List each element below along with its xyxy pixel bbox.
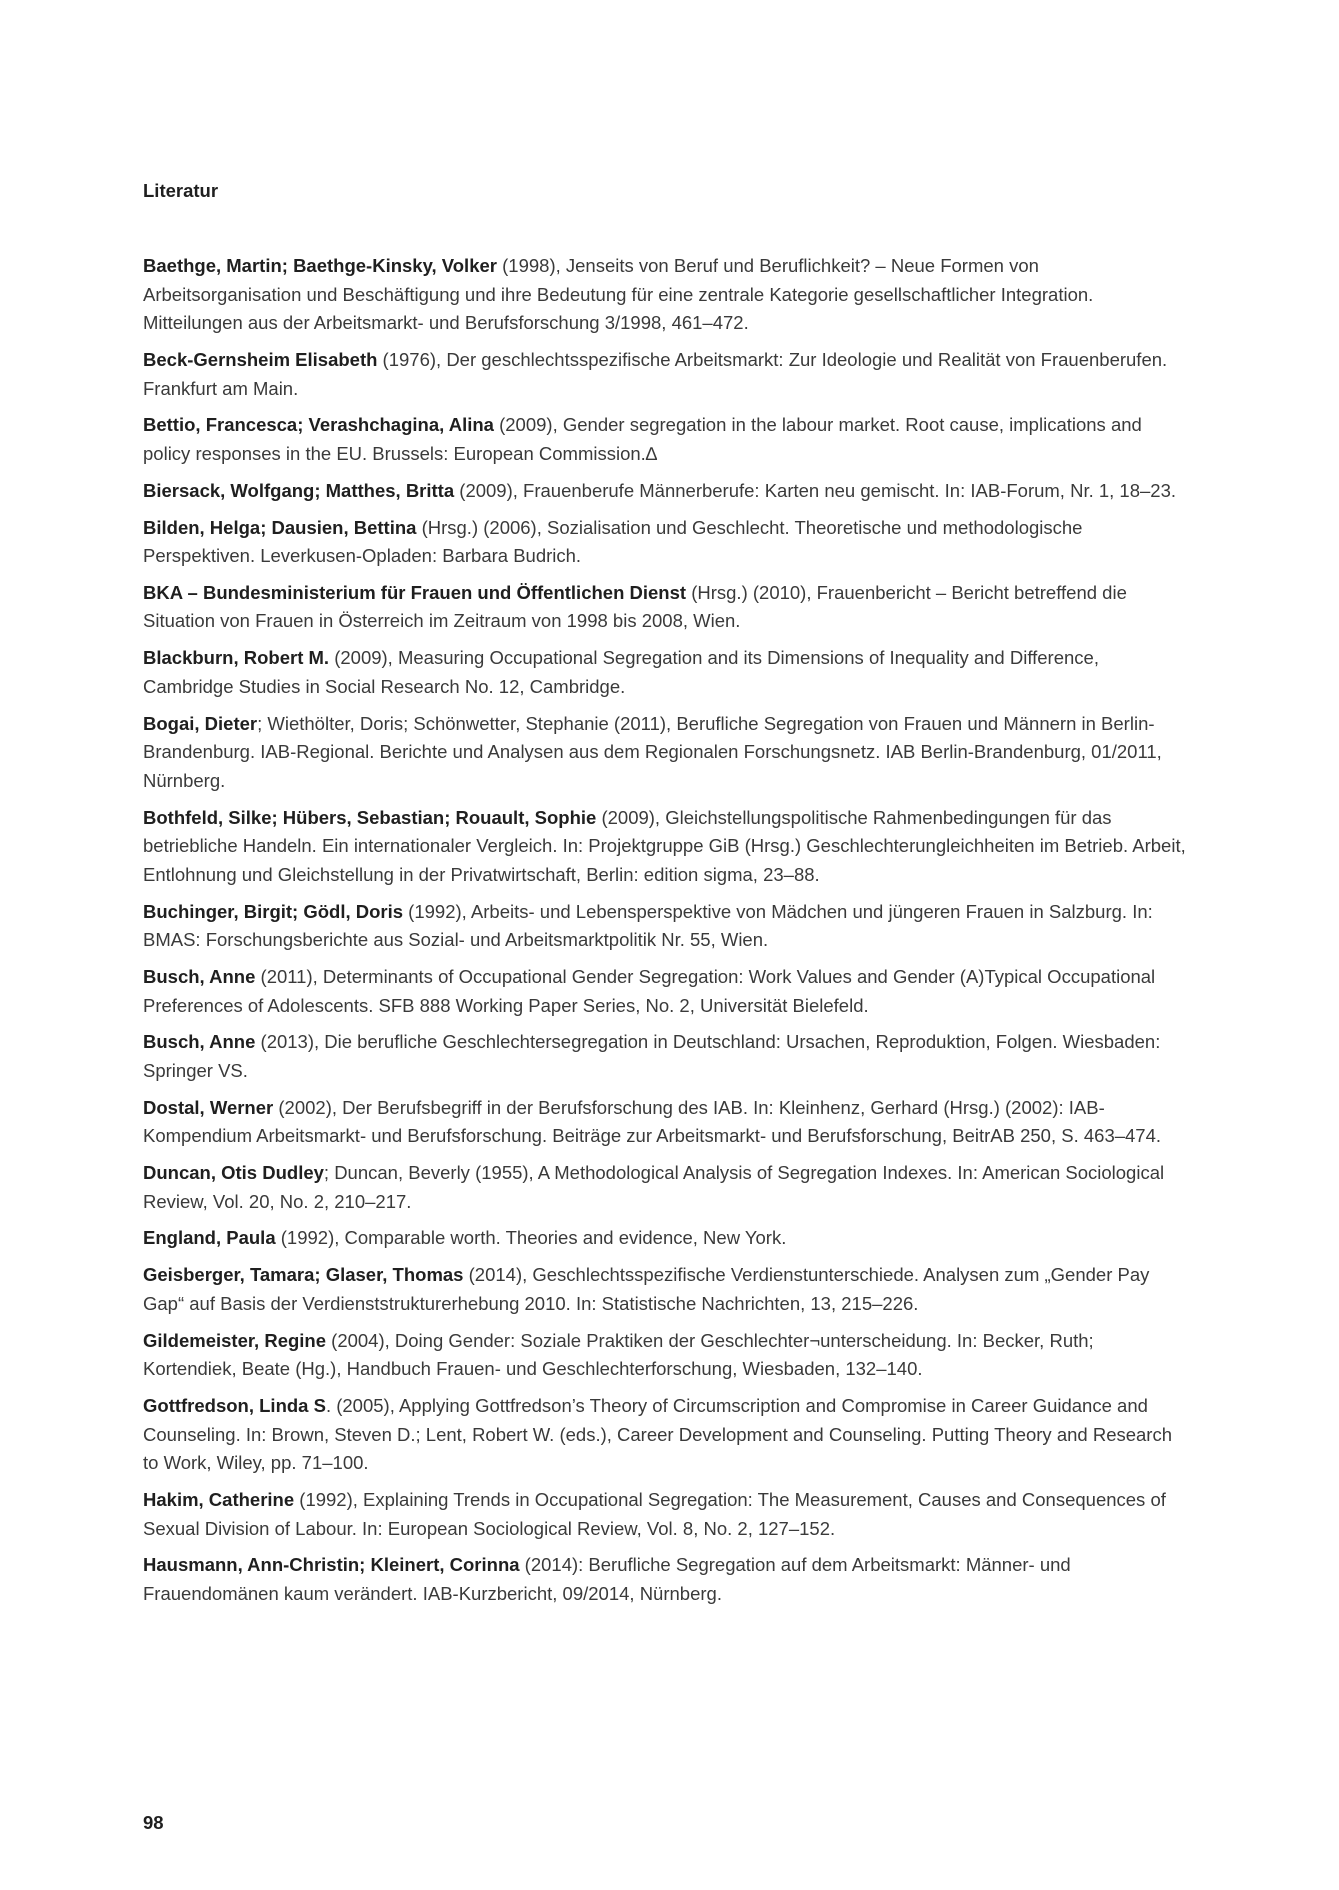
reference-author: Dostal, Werner bbox=[143, 1096, 274, 1118]
reference-entry bbox=[143, 1224, 1191, 1253]
reference-entry bbox=[143, 898, 1191, 955]
reference-author: Hausmann, Ann-Christin; Kleinert, Corinna bbox=[143, 1554, 520, 1576]
reference-author: Bogai, Dieter bbox=[143, 712, 258, 734]
reference-entry bbox=[143, 1159, 1191, 1216]
reference-details: ; Wiethölter, Doris; Schönwetter, Stephanie (2011), Berufliche Segregation von Frauen und Männern in Berlin-Brandenburg. IAB-Regional. Berichte und Analysen aus dem Regionalen Forschungsnetz. IAB Berlin-Brandenburg, 01/2011, Nürnberg. bbox=[143, 712, 1162, 791]
reference-entry bbox=[143, 1028, 1191, 1085]
reference-details: (2004), Doing Gender: Soziale Praktiken der Geschlechter¬unterscheidung. In: Becker, Ruth; Kortendiek, Beate (Hg.), Handbuch Frauen- und Geschlechterforschung, Wiesbaden, 132–140. bbox=[143, 1329, 1094, 1380]
reference-details: (2009), Gleichstellungspolitische Rahmenbedingungen für das betriebliche Handeln. Ein internationaler Vergleich. In: Projektgruppe GiB (Hrsg.) Geschlechterungleichheiten im Betrieb. Arbeit, Entlohnung und Gleichstellung in der Privatwirtschaft, Berlin: edition sigma, 23–88. bbox=[143, 806, 1186, 885]
page-title: Literatur bbox=[143, 180, 219, 201]
reference-entry bbox=[143, 804, 1191, 890]
reference-author: Bilden, Helga; Dausien, Bettina bbox=[143, 516, 417, 538]
reference-author: Bothfeld, Silke; Hübers, Sebastian; Rouault, Sophie bbox=[143, 806, 597, 828]
reference-author: Duncan, Otis Dudley bbox=[143, 1162, 324, 1184]
reference-details: (2014), Geschlechtsspezifische Verdienstunterschiede. Analysen zum „Gender Pay Gap“ auf Basis der Verdienststrukturerhebung 2010. In: Statistische Nachrichten, 13, 215–226. bbox=[143, 1264, 1150, 1314]
reference-details: (1992), Arbeits- und Lebensperspektive von Mädchen und jüngeren Frauen in Salzburg. In: BMAS: Forschungsberichte aus Sozial- und Arbeitsmarktpolitik Nr. 55, Wien. bbox=[143, 900, 1153, 951]
reference-entry bbox=[143, 252, 1191, 338]
reference-entry bbox=[143, 1551, 1191, 1608]
reference-list bbox=[143, 252, 1191, 1617]
reference-author: Busch, Anne bbox=[143, 965, 256, 987]
reference-entry bbox=[143, 514, 1191, 571]
reference-details: (Hrsg.) (2010), Frauenbericht – Bericht betreffend die Situation von Frauen in Österreich im Zeitraum von 1998 bis 2008, Wien. bbox=[143, 581, 1127, 632]
reference-details: (Hrsg.) (2006), Sozialisation und Geschlecht. Theoretische und methodologische Perspektiven. Leverkusen-Opladen: Barbara Budrich. bbox=[143, 516, 1083, 567]
reference-author: Gildemeister, Regine bbox=[143, 1329, 327, 1351]
reference-details: (1992), Comparable worth. Theories and evidence, New York. bbox=[275, 1227, 787, 1249]
reference-details: (1976), Der geschlechtsspezifische Arbeitsmarkt: Zur Ideologie und Realität von Frauenberufen. Frankfurt am Main. bbox=[143, 348, 1168, 399]
reference-details: . (2005), Applying Gottfredson’s Theory of Circumscription and Compromise in Career Guidance and Counseling. In: Brown, Steven D.; Lent, Robert W. (eds.), Career Development and Counseling. Putting Theory and Research to Work, Wiley, pp. 71–100. bbox=[143, 1394, 1173, 1474]
reference-details: (1992), Explaining Trends in Occupational Segregation: The Measurement, Causes and Consequences of Sexual Division of Labour. In: European Sociological Review, Vol. 8, No. 2, 127–152. bbox=[143, 1488, 1166, 1539]
reference-details: (2014): Berufliche Segregation auf dem Arbeitsmarkt: Männer- und Frauendomänen kaum verändert. IAB-Kurzbericht, 09/2014, Nürnberg. bbox=[143, 1554, 1071, 1604]
reference-details: (2002), Der Berufsbegriff in der Berufsforschung des IAB. In: Kleinhenz, Gerhard (Hrsg.) (2002): IAB-Kompendium Arbeitsmarkt- und Berufsforschung. Beiträge zur Arbeitsmarkt- und Berufsforschung, BeitrAB 250, S. 463–474. bbox=[143, 1096, 1162, 1147]
reference-author: Blackburn, Robert M. bbox=[143, 647, 330, 669]
reference-entry bbox=[143, 346, 1191, 403]
reference-details: (2009), Measuring Occupational Segregation and its Dimensions of Inequality and Difference, Cambridge Studies in Social Research No. 12, Cambridge. bbox=[143, 647, 1099, 697]
reference-author: Bettio, Francesca; Verashchagina, Alina bbox=[143, 414, 494, 436]
reference-entry bbox=[143, 1261, 1191, 1318]
reference-details: ; Duncan, Beverly (1955), A Methodological Analysis of Segregation Indexes. In: American Sociological Review, Vol. 20, No. 2, 210–217. bbox=[143, 1162, 1165, 1212]
reference-details: (2011), Determinants of Occupational Gender Segregation: Work Values and Gender (A)Typical Occupational Preferences of Adolescents. SFB 888 Working Paper Series, No. 2, Universität Bielefeld. bbox=[143, 965, 1156, 1016]
reference-entry bbox=[143, 1486, 1191, 1543]
reference-author: Beck-Gernsheim Elisabeth bbox=[143, 348, 378, 370]
reference-author: BKA – Bundesministerium für Frauen und Öffentlichen Dienst bbox=[143, 581, 687, 603]
reference-details: (2013), Die berufliche Geschlechtersegregation in Deutschland: Ursachen, Reproduktion, Folgen. Wiesbaden: Springer VS. bbox=[143, 1031, 1161, 1081]
reference-author: Gottfredson, Linda S bbox=[143, 1394, 326, 1416]
reference-author: Geisberger, Tamara; Glaser, Thomas bbox=[143, 1264, 464, 1286]
reference-author: Busch, Anne bbox=[143, 1031, 256, 1053]
reference-author: England, Paula bbox=[143, 1227, 276, 1249]
reference-entry bbox=[143, 644, 1191, 701]
reference-author: Baethge, Martin; Baethge-Kinsky, Volker bbox=[143, 255, 497, 276]
reference-entry bbox=[143, 477, 1191, 506]
reference-entry bbox=[143, 1094, 1191, 1151]
reference-entry bbox=[143, 710, 1191, 796]
reference-details: (1998), Jenseits von Beruf und Beruflichkeit? – Neue Formen von Arbeitsorganisation und Beschäftigung und ihre Bedeutung für eine zentrale Kategorie gesellschaftlicher Integration. Mitteilungen aus der Arbeitsmarkt- und Berufsforschung 3/1998, 461–472. bbox=[143, 255, 1094, 334]
reference-author: Hakim, Catherine bbox=[143, 1488, 295, 1510]
reference-author: Buchinger, Birgit; Gödl, Doris bbox=[143, 900, 404, 922]
reference-entry bbox=[143, 1392, 1191, 1478]
reference-entry bbox=[143, 411, 1191, 468]
reference-details: (2009), Gender segregation in the labour market. Root cause, implications and policy responses in the EU. Brussels: European Commission.∆ bbox=[143, 414, 1142, 464]
reference-entry bbox=[143, 963, 1191, 1020]
reference-entry bbox=[143, 1327, 1191, 1384]
reference-entry bbox=[143, 579, 1191, 636]
reference-author: Biersack, Wolfgang; Matthes, Britta bbox=[143, 479, 455, 501]
reference-details: (2009), Frauenberufe Männerberufe: Karten neu gemischt. In: IAB-Forum, Nr. 1, 18–23. bbox=[454, 479, 1177, 501]
page-number: 98 bbox=[143, 1812, 164, 1833]
